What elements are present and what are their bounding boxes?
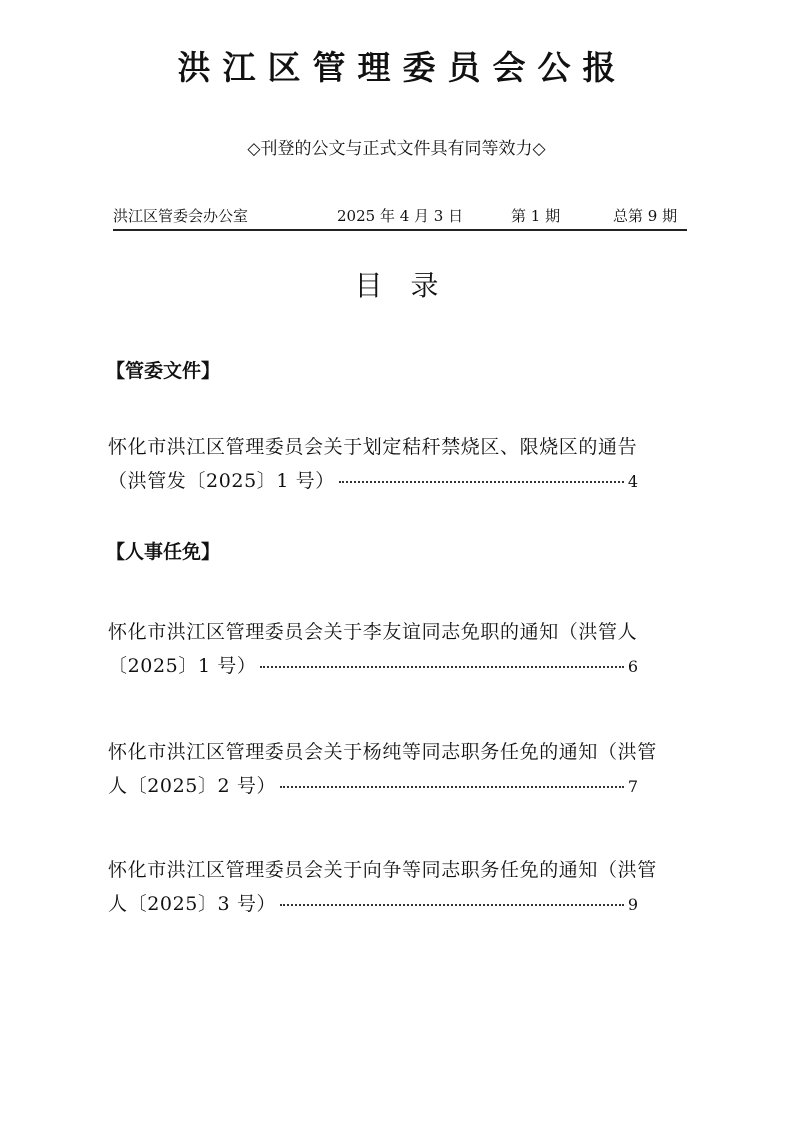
issuing-office: 洪江区管委会办公室: [113, 207, 249, 225]
toc-entry-title: 怀化市洪江区管理委员会关于划定秸秆禁烧区、限烧区的通告: [108, 436, 638, 458]
toc-entry-doc-number: 人〔2025〕3 号）: [108, 893, 277, 915]
bulletin-subtitle: ◇刊登的公文与正式文件具有同等效力◇: [247, 139, 546, 159]
toc-entry-title: 怀化市洪江区管理委员会关于杨纯等同志职务任免的通知（洪管: [108, 741, 657, 763]
issue-date: 2025 年 4 月 3 日: [337, 207, 464, 225]
toc-entry-doc-number: （洪管发〔2025〕1 号）: [108, 470, 335, 492]
toc-entry-ref-line: [108, 651, 638, 682]
issue-number: 第 1 期: [511, 207, 561, 225]
section-heading-documents: 【管委文件】: [106, 360, 221, 382]
toc-entry-title: 怀化市洪江区管理委员会关于李友谊同志免职的通知（洪管人: [108, 621, 638, 643]
leader-dots: [260, 666, 623, 668]
section-heading-personnel: 【人事任免】: [106, 541, 221, 563]
toc-entry-page-number: 6: [627, 657, 638, 676]
toc-entry-page-number: 9: [627, 895, 638, 914]
leader-dots: [280, 786, 624, 788]
toc-entry-page-number: 7: [627, 777, 638, 796]
leader-dots: [280, 904, 624, 906]
toc-entry-page-number: 4: [627, 472, 638, 491]
toc-title: 目录: [354, 269, 467, 302]
toc-entry-ref-line: [108, 889, 638, 920]
toc-entry-ref-line: [108, 466, 638, 497]
toc-entry-ref-line: [108, 771, 638, 802]
toc-entry[interactable]: [108, 855, 693, 920]
total-issue-number: 总第 9 期: [613, 207, 678, 225]
toc-entry-title: 怀化市洪江区管理委员会关于向争等同志职务任免的通知（洪管: [108, 859, 657, 881]
bulletin-title: 洪江区管理委员会公报: [177, 48, 628, 87]
toc-entry[interactable]: [108, 432, 693, 497]
toc-entry[interactable]: [108, 737, 693, 802]
toc-entry-doc-number: 人〔2025〕2 号）: [108, 775, 277, 797]
toc-entry[interactable]: [108, 617, 693, 682]
toc-entry-doc-number: 〔2025〕1 号）: [108, 655, 257, 677]
leader-dots: [339, 481, 624, 483]
issue-header: [113, 203, 687, 231]
